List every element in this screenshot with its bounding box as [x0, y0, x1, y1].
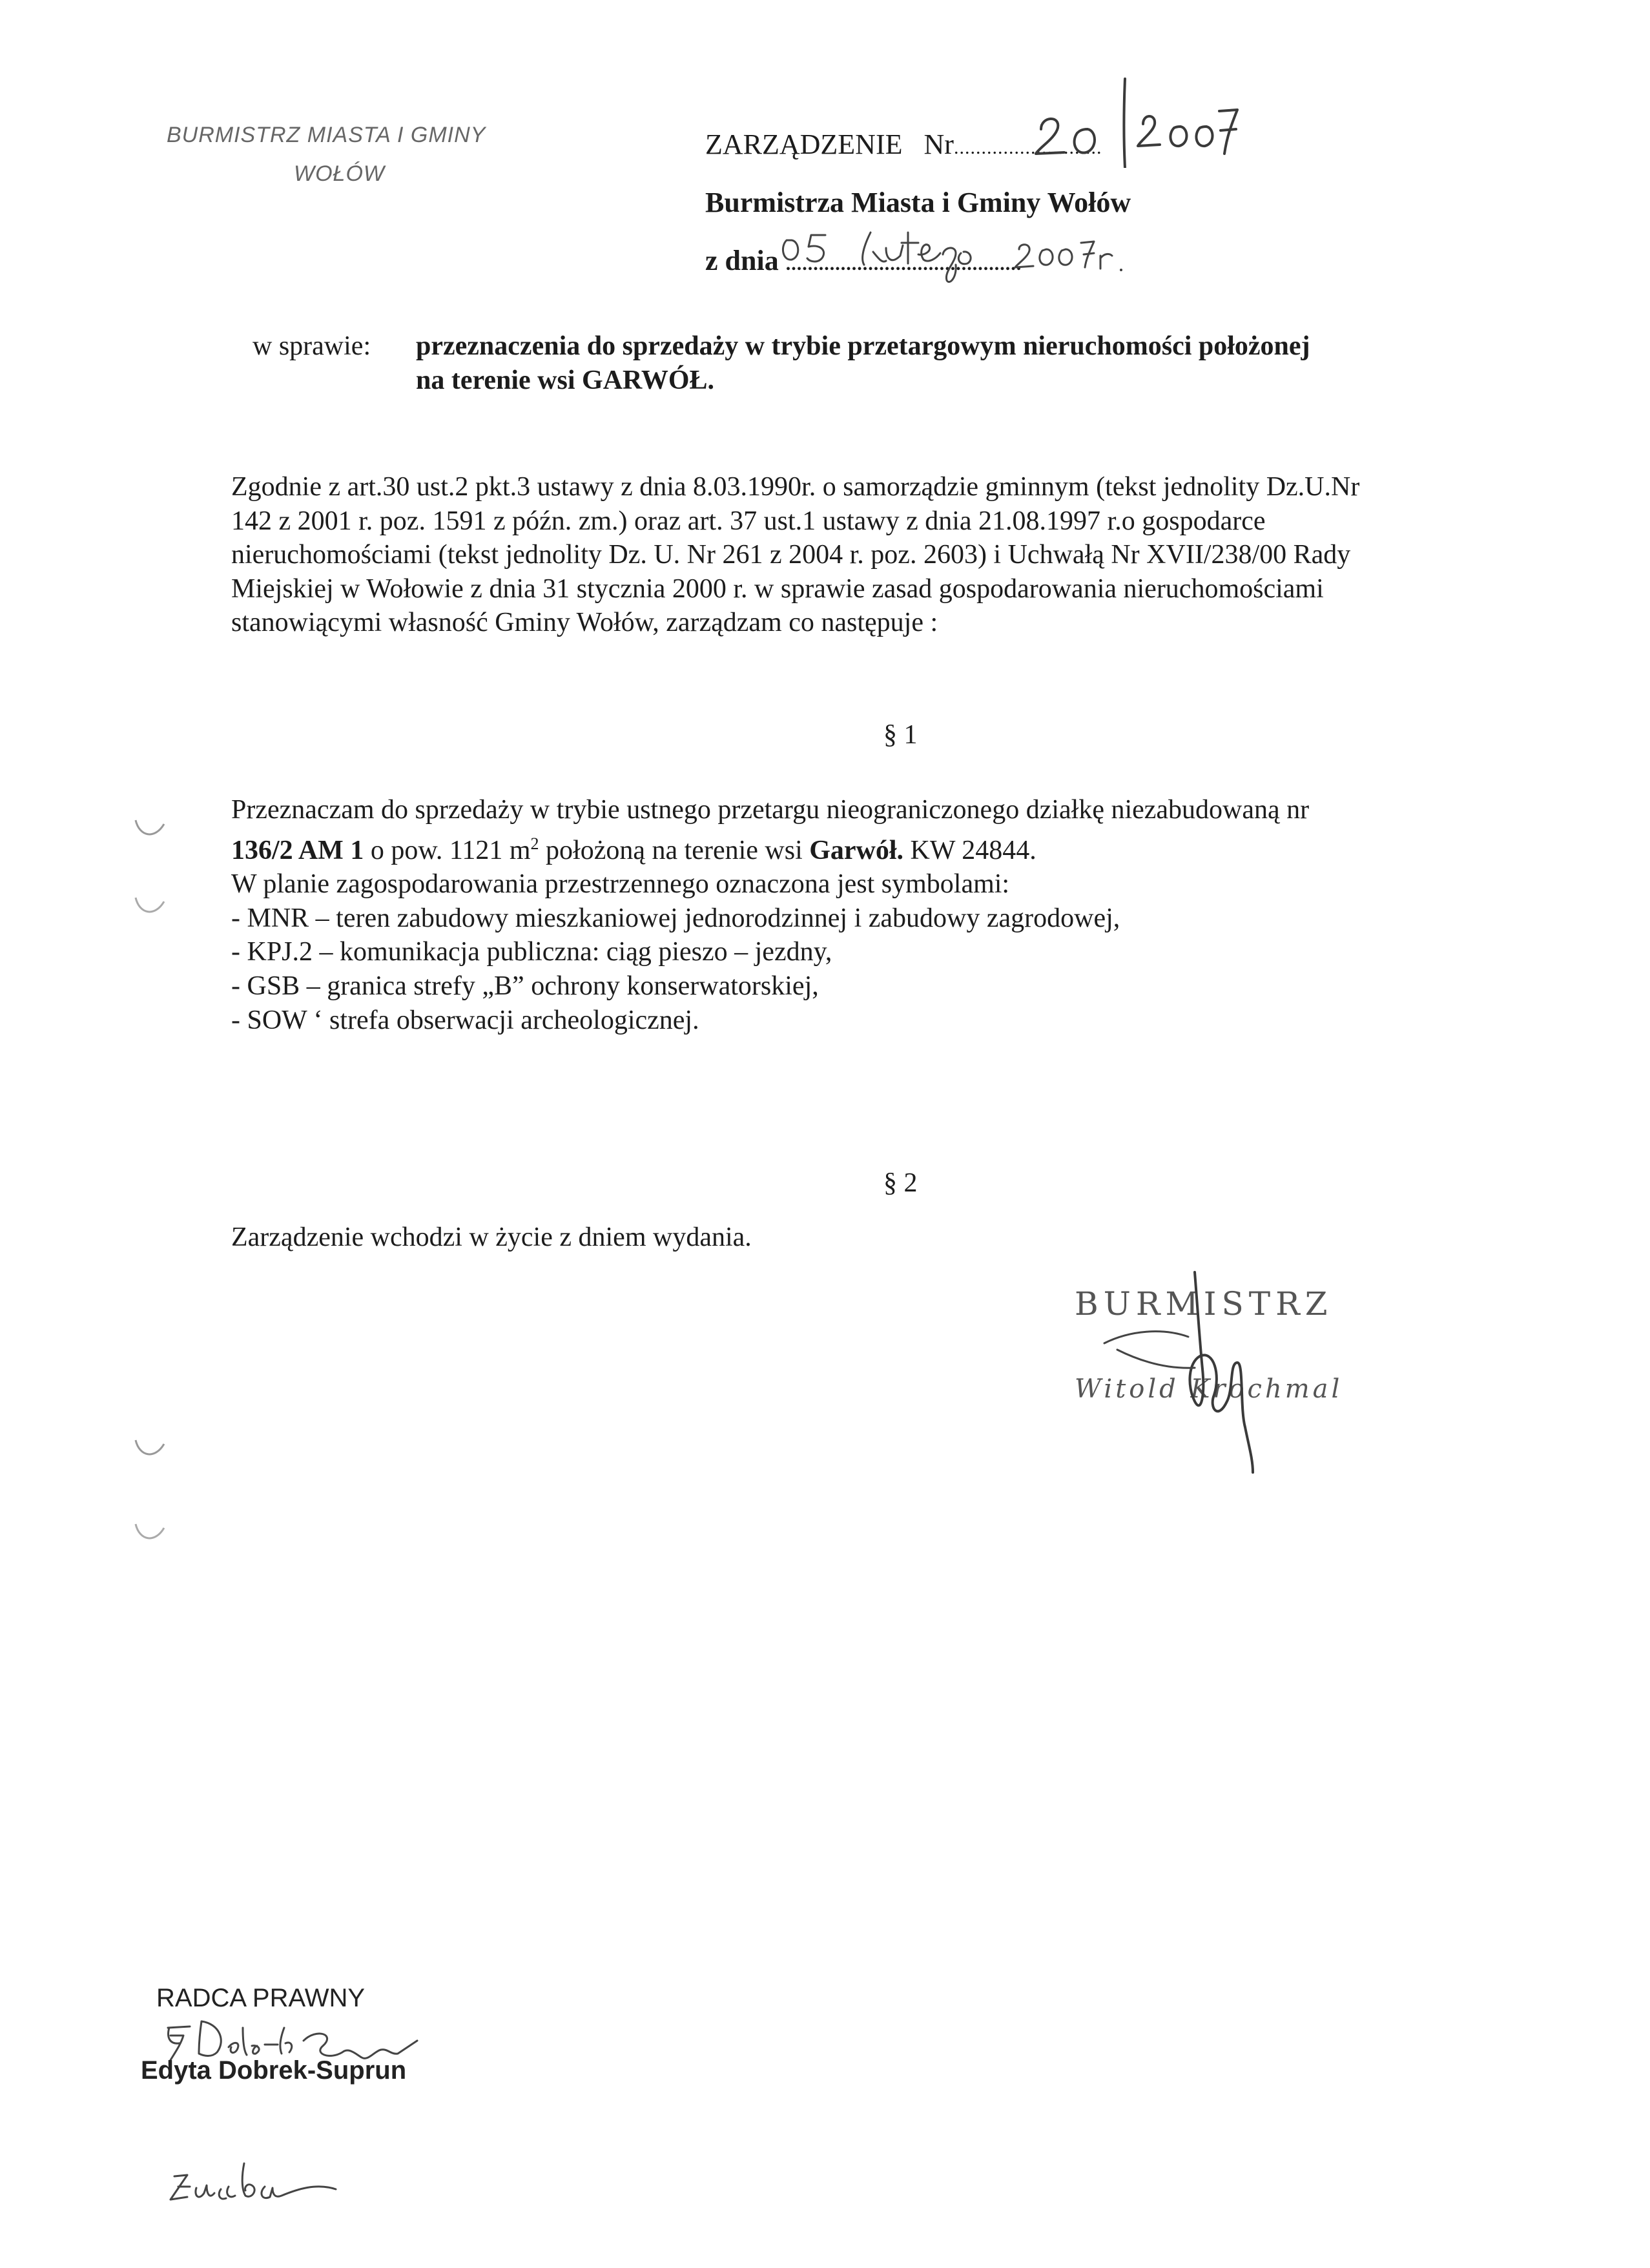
section-2-mark: § 2 [883, 1168, 918, 1198]
preamble-line-5: stanowiącymi własność Gminy Wołów, zarządzam co następuje : [231, 608, 938, 638]
section-1-mark: § 1 [883, 720, 918, 750]
issuer-stamp-line1: BURMISTRZ MIASTA I GMINY [167, 123, 486, 147]
mayor-stamp-title: BURMISTRZ [1075, 1285, 1333, 1323]
handwritten-number [1027, 71, 1240, 168]
date-dots: ........................................... [785, 253, 1022, 274]
subject-line-1: przeznaczenia do sprzedaży w trybie przetargowym nieruchomości położonej [416, 331, 1310, 361]
section-1-line-7: - SOW ‘ strefa obserwacji archeologicznej. [231, 1005, 699, 1035]
section-1-line-3: W planie zagospodarowania przestrzennego oznaczona jest symbolami: [231, 869, 1010, 900]
section-2-text: Zarządzenie wchodzi w życie z dniem wydania. [231, 1222, 752, 1252]
margin-handwritten-note [161, 2150, 342, 2234]
preamble-line-3: nieruchomościami (tekst jednolity Dz. U. Nr 261 z 2004 r. poz. 2603) i Uchwałą Nr XVII/238/00 Rady [231, 540, 1351, 570]
section-1-line-2: 136/2 AM 1 o pow. 1121 $m^2$ położoną na terenie wsi Garwół. KW 24844. [231, 834, 1036, 865]
mayor-stamp-name: Witold Krochmal [1075, 1374, 1343, 1404]
mayor-signature [1091, 1266, 1285, 1485]
subject-label: w sprawie: [253, 331, 371, 361]
section-1-paragraph [231, 793, 1309, 1037]
section-1-line-6: - GSB – granica strefy „B” ochrony konserwatorskiej, [231, 971, 819, 1001]
section-1-line-1: Przeznaczam do sprzedaży w trybie ustnego przetargu nieograniczonego działkę niezabudowaną nr [231, 795, 1310, 825]
issuer-stamp-line2: WOŁÓW [294, 161, 385, 186]
issuer-name: Burmistrza Miasta i Gminy Wołów [705, 187, 1131, 218]
subject-text [416, 329, 1310, 397]
date-label: z dnia [705, 245, 779, 276]
legal-advisor-name: Edyta Dobrek-Suprun [141, 2056, 407, 2085]
legal-advisor-title: RADCA PRAWNY [156, 1984, 366, 2012]
preamble-line-1: Zgodnie z art.30 ust.2 pkt.3 ustawy z dnia 8.03.1990r. o samorządzie gminnym (tekst jednolity Dz.U.Nr [231, 472, 1360, 502]
section-1-line-4: - MNR – teren zabudowy mieszkaniowej jednorodzinnej i zabudowy zagrodowej, [231, 903, 1120, 933]
handwritten-date [775, 213, 1188, 291]
section-1-line-5: - KPJ.2 – komunikacja publiczna: ciąg pieszo – jezdny, [231, 937, 832, 967]
village-name: Garwół. [809, 835, 904, 865]
parcel-number: 136/2 AM 1 [231, 835, 364, 865]
preamble-paragraph [231, 470, 1359, 640]
title-nr-dots: ........................... [953, 137, 1102, 158]
title-nr-label: Nr [923, 129, 954, 160]
subject-line-2: na terenie wsi GARWÓŁ. [416, 365, 715, 395]
preamble-line-4: Miejskiej w Wołowie z dnia 31 stycznia 2000 r. w sprawie zasad gospodarowania nieruchomościami [231, 573, 1324, 604]
preamble-line-2: 142 z 2001 r. poz. 1591 z późn. zm.) oraz art. 37 ust.1 ustawy z dnia 21.08.1997 r.o gospodarce [231, 506, 1266, 536]
title-heading: ZARZĄDZENIE [705, 129, 903, 160]
binder-hole-marks [123, 794, 174, 1569]
